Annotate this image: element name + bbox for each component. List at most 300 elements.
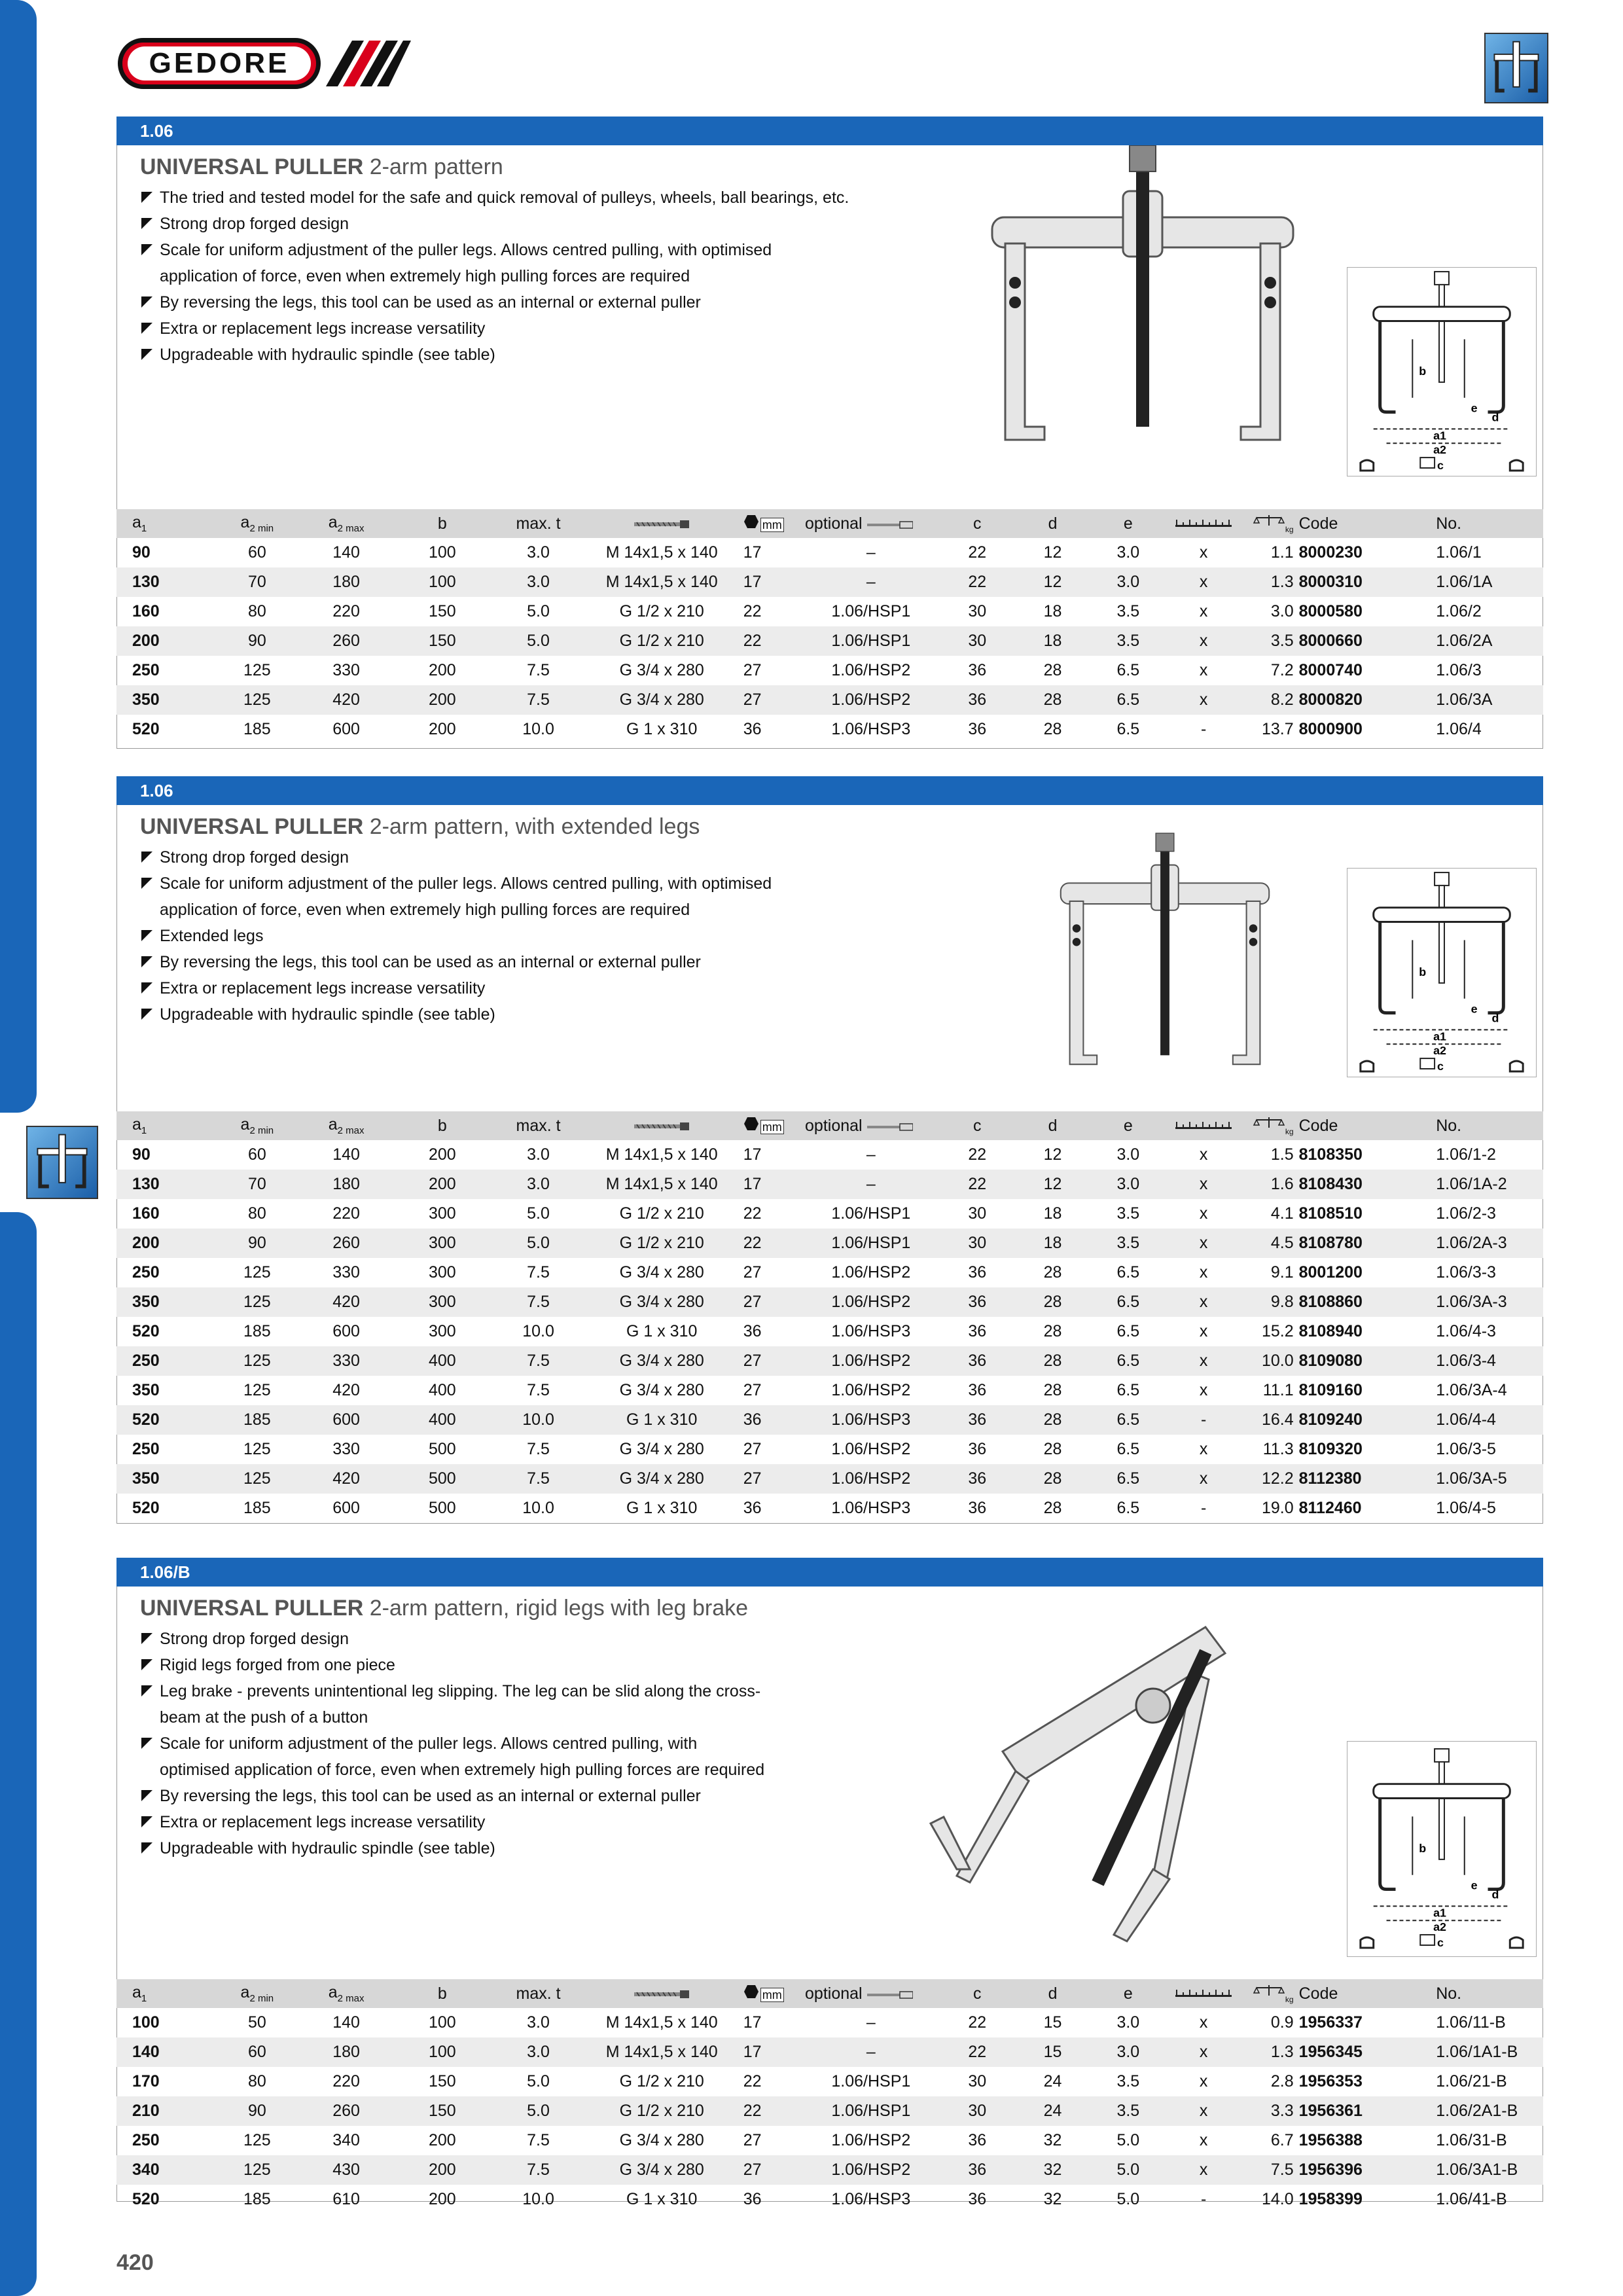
- col-max-t: max. t: [493, 509, 582, 538]
- table-cell: 200: [116, 626, 213, 656]
- table-cell: 180: [302, 1170, 391, 1199]
- table-cell: M 14x1,5 x 140: [583, 1170, 741, 1199]
- table-cell: 330: [332, 1440, 360, 1458]
- table-cell: 8108860: [1296, 1287, 1434, 1317]
- table-cell: 500: [428, 1499, 456, 1517]
- table-row: [116, 2096, 1543, 2126]
- table-cell: 5.0: [493, 1229, 582, 1258]
- feature-item: By reversing the legs, this tool can be used as an internal or external puller: [140, 289, 849, 315]
- table-cell: –: [866, 543, 876, 562]
- dimension-diagram: [1347, 868, 1537, 1077]
- dimension-diagram: [1347, 1741, 1537, 1957]
- feature-item: The tried and tested model for the safe and quick removal of pulleys, wheels, ball bearings, etc.: [140, 185, 849, 211]
- col-b: b: [391, 1111, 493, 1140]
- table-cell: x: [1166, 1464, 1241, 1494]
- col-c: c: [940, 1979, 1015, 2008]
- table-cell: 28: [1015, 1464, 1090, 1494]
- table-cell: 36: [940, 1287, 1015, 1317]
- table-cell: 27: [743, 2131, 762, 2149]
- table-cell: 8001200: [1298, 1263, 1363, 1282]
- table-cell: 200: [428, 661, 456, 679]
- table-cell: 0.9: [1270, 2013, 1294, 2032]
- table-cell: 36: [743, 1499, 762, 1517]
- col-code: Code: [1296, 1979, 1434, 2008]
- table-cell: 12: [1015, 1170, 1090, 1199]
- table-row: [116, 685, 1543, 715]
- table-cell: G 3/4 x 280: [619, 2131, 704, 2149]
- table-cell: 1.06/11-B: [1436, 2013, 1506, 2032]
- table-cell: x: [1166, 1229, 1241, 1258]
- table-cell: 6.5: [1090, 1287, 1166, 1317]
- brand-name: GEDORE: [128, 46, 311, 81]
- table-cell: 36: [743, 1322, 762, 1340]
- table-cell: 260: [302, 1229, 391, 1258]
- table-cell: 4.1: [1270, 1204, 1294, 1223]
- table-cell: 1.06/HSP1: [802, 1229, 940, 1258]
- table-cell: 3.0: [1090, 2037, 1166, 2067]
- table-cell: 200: [116, 1229, 213, 1258]
- table-cell: 5.0: [493, 626, 582, 656]
- diagram-label-a1: a1: [1433, 1030, 1446, 1043]
- section-code-bar: 1.06: [116, 776, 1543, 805]
- table-header-row: [116, 1111, 1543, 1140]
- table-cell: 15: [1015, 2037, 1090, 2067]
- table-cell: 220: [332, 1204, 360, 1223]
- table-cell: 28: [1043, 661, 1062, 679]
- table-cell: 125: [243, 1381, 271, 1399]
- table-cell: 30: [968, 602, 987, 620]
- table-cell: 36: [968, 720, 987, 738]
- table-cell: 260: [302, 2096, 391, 2126]
- table-cell: 3.0: [527, 543, 550, 562]
- table-row: [116, 1317, 1543, 1346]
- section-title: [140, 154, 503, 180]
- table-row: [116, 1346, 1543, 1376]
- table-cell: 100: [132, 2013, 160, 2032]
- table-cell: 150: [428, 2072, 456, 2090]
- table-row: [116, 656, 1543, 685]
- table-cell: 27: [743, 1381, 762, 1399]
- table-cell: x: [1199, 1440, 1208, 1458]
- table-cell: 400: [428, 1381, 456, 1399]
- table-cell: 8112380: [1296, 1464, 1434, 1494]
- table-cell: 3.5: [1116, 1204, 1140, 1223]
- table-cell: -: [1200, 1499, 1207, 1517]
- spec-table: [116, 1111, 1543, 1523]
- table-cell: 3.5: [1090, 1229, 1166, 1258]
- table-cell: 36: [940, 685, 1015, 715]
- table-cell: 90: [213, 2096, 302, 2126]
- table-cell: -: [1166, 1405, 1241, 1435]
- col-d: d: [1015, 1979, 1090, 2008]
- product-photo: [972, 145, 1313, 499]
- table-cell: 160: [132, 1204, 160, 1223]
- diagram-label-a1: a1: [1433, 429, 1446, 442]
- table-cell: 5.0: [493, 2096, 582, 2126]
- table-cell: 140: [332, 543, 360, 562]
- col-a2-min: $a_{2 min}$: [213, 509, 302, 538]
- table-cell: 3.3: [1241, 2096, 1296, 2126]
- table-cell: 1.06/1: [1436, 543, 1482, 562]
- feature-item: Extra or replacement legs increase versatility: [140, 1809, 764, 1835]
- table-cell: 125: [243, 1263, 271, 1282]
- table-cell: 100: [391, 567, 493, 597]
- table-row: [116, 1287, 1543, 1317]
- table-cell: 520: [132, 2190, 160, 2208]
- table-cell: 8000820: [1296, 685, 1434, 715]
- table-cell: 3.0: [1270, 602, 1294, 620]
- table-cell: 28: [1043, 1499, 1062, 1517]
- table-cell: 7.5: [493, 1287, 582, 1317]
- table-cell: x: [1166, 1287, 1241, 1317]
- table-cell: 22: [743, 602, 762, 620]
- diagram-label-b: b: [1419, 965, 1427, 978]
- table-cell: 28: [1015, 685, 1090, 715]
- table-cell: 1.06/3A-4: [1436, 1381, 1507, 1399]
- table-cell: 1.1: [1270, 543, 1294, 562]
- table-cell: –: [802, 1170, 940, 1199]
- feature-item: Extra or replacement legs increase versatility: [140, 975, 772, 1001]
- table-cell: 27: [741, 1464, 802, 1494]
- table-cell: 8109320: [1298, 1440, 1363, 1458]
- table-cell: 1.06/2A: [1433, 626, 1543, 656]
- feature-item: Leg brake - prevents unintentional leg slipping. The leg can be slid along the cross-: [140, 1678, 764, 1704]
- table-cell: 125: [213, 685, 302, 715]
- diagram-label-d: d: [1491, 1011, 1499, 1025]
- table-cell: 520: [132, 1322, 160, 1340]
- section-code-bar: 1.06: [116, 117, 1543, 145]
- table-cell: 200: [391, 685, 493, 715]
- table-cell: G 1 x 310: [583, 1405, 741, 1435]
- table-cell: 3.0: [493, 2037, 582, 2067]
- table-cell: 28: [1015, 1346, 1090, 1376]
- table-cell: 28: [1015, 1287, 1090, 1317]
- table-cell: 125: [213, 1346, 302, 1376]
- table-row: [116, 715, 1543, 744]
- table-cell: 400: [391, 1346, 493, 1376]
- col-a2-max: $a_{2 max}$: [302, 1979, 391, 2008]
- table-cell: 8000660: [1296, 626, 1434, 656]
- table-row: [116, 1405, 1543, 1435]
- table-cell: 1.6: [1241, 1170, 1296, 1199]
- table-cell: 1.5: [1270, 1145, 1294, 1164]
- diagram-label-c: c: [1437, 1935, 1444, 1949]
- puller-icon: [1484, 33, 1548, 103]
- table-cell: 1.06/HSP2: [831, 1381, 911, 1399]
- table-cell: 22: [940, 1170, 1015, 1199]
- table-cell: 1.06/3A: [1433, 685, 1543, 715]
- table-cell: 10.0: [493, 1405, 582, 1435]
- table-cell: 1.06/HSP3: [831, 1499, 911, 1517]
- table-cell: 1.3: [1241, 2037, 1296, 2067]
- table-cell: 350: [116, 1287, 213, 1317]
- table-cell: 27: [741, 685, 802, 715]
- feature-item: Scale for uniform adjustment of the puller legs. Allows centred pulling, with optimised: [140, 870, 772, 897]
- table-cell: 125: [243, 661, 271, 679]
- col-max-t: max. t: [493, 1111, 582, 1140]
- table-cell: x: [1166, 2155, 1241, 2185]
- table-cell: 125: [213, 1464, 302, 1494]
- table-cell: 1956345: [1296, 2037, 1434, 2067]
- table-cell: 18: [1043, 1204, 1062, 1223]
- table-cell: 36: [940, 1464, 1015, 1494]
- table-cell: 140: [116, 2037, 213, 2067]
- table-cell: 610: [332, 2190, 360, 2208]
- table-cell: 185: [243, 1499, 271, 1517]
- table-cell: 27: [741, 1287, 802, 1317]
- table-cell: 24: [1015, 2096, 1090, 2126]
- side-tab-bottom: [0, 1212, 37, 2296]
- col-a2-min: $a_{2 min}$: [213, 1979, 302, 2008]
- table-cell: x: [1199, 661, 1208, 679]
- table-cell: 60: [247, 543, 266, 562]
- table-cell: G 1/2 x 210: [583, 2096, 741, 2126]
- table-cell: 5.0: [527, 602, 550, 620]
- table-row: [116, 1376, 1543, 1405]
- table-cell: 19.0: [1261, 1499, 1294, 1517]
- table-row: [116, 1229, 1543, 1258]
- table-cell: G 3/4 x 280: [583, 1346, 741, 1376]
- table-cell: 8109160: [1298, 1381, 1363, 1399]
- table-row: [116, 1464, 1543, 1494]
- side-tab-top: [0, 0, 37, 1113]
- table-cell: 300: [391, 1287, 493, 1317]
- table-row: [116, 2185, 1543, 2214]
- table-cell: M 14x1,5 x 140: [605, 1145, 718, 1164]
- table-cell: –: [802, 2037, 940, 2067]
- table-cell: 1.06/2A1-B: [1433, 2096, 1543, 2126]
- table-cell: 125: [213, 1287, 302, 1317]
- table-cell: 250: [116, 1346, 213, 1376]
- title-bold: UNIVERSAL PULLER: [140, 814, 364, 839]
- table-cell: x: [1166, 685, 1241, 715]
- table-cell: x: [1199, 2072, 1208, 2090]
- weight-icon: kg: [1241, 509, 1296, 538]
- table-cell: 70: [213, 1170, 302, 1199]
- table-cell: 28: [1043, 720, 1062, 738]
- diagram-label-e: e: [1471, 1002, 1478, 1016]
- table-cell: M 14x1,5 x 140: [605, 2013, 718, 2032]
- table-cell: 1.06/HSP3: [831, 2190, 911, 2208]
- table-cell: 12: [1043, 1145, 1062, 1164]
- scale-ruler-icon: [1166, 1111, 1241, 1140]
- table-cell: 2.8: [1270, 2072, 1294, 2090]
- feature-item: Scale for uniform adjustment of the puller legs. Allows centred pulling, with optimised: [140, 237, 849, 263]
- table-cell: 60: [247, 1145, 266, 1164]
- table-cell: 3.0: [1116, 2013, 1140, 2032]
- feature-list: [140, 844, 772, 1028]
- table-cell: 7.5: [527, 1381, 550, 1399]
- spindle-icon: [583, 509, 741, 538]
- table-cell: 4.5: [1241, 1229, 1296, 1258]
- section-title: [140, 1596, 748, 1621]
- table-cell: 3.0: [493, 1170, 582, 1199]
- diagonal-stripes-icon: [326, 41, 411, 86]
- table-cell: 3.5: [1090, 626, 1166, 656]
- table-cell: 1956353: [1298, 2072, 1363, 2090]
- table-cell: 180: [302, 2037, 391, 2067]
- table-cell: M 14x1,5 x 140: [583, 567, 741, 597]
- table-cell: 12: [1043, 543, 1062, 562]
- table-cell: 3.0: [527, 1145, 550, 1164]
- feature-item: beam at the push of a button: [160, 1708, 368, 1727]
- table-cell: 1.06/HSP2: [831, 1440, 911, 1458]
- table-cell: 10.0: [522, 1322, 554, 1340]
- feature-list: [140, 1626, 764, 1861]
- table-cell: 80: [247, 602, 266, 620]
- table-cell: 250: [132, 661, 160, 679]
- table-cell: 220: [332, 2072, 360, 2090]
- col-a2-max: $a_{2 max}$: [302, 1111, 391, 1140]
- table-cell: 150: [391, 626, 493, 656]
- table-row: [116, 2067, 1543, 2096]
- table-cell: 170: [132, 2072, 160, 2090]
- table-cell: 17: [741, 2037, 802, 2067]
- table-cell: 420: [302, 1464, 391, 1494]
- table-cell: 10.0: [1241, 1346, 1296, 1376]
- table-cell: 8108510: [1298, 1204, 1363, 1223]
- table-cell: 600: [302, 1405, 391, 1435]
- table-cell: 36: [741, 1405, 802, 1435]
- title-bold: UNIVERSAL PULLER: [140, 154, 364, 179]
- table-cell: 9.1: [1270, 1263, 1294, 1282]
- table-cell: 1.06/4-3: [1436, 1322, 1496, 1340]
- table-cell: G 1 x 310: [626, 1499, 698, 1517]
- table-cell: G 3/4 x 280: [619, 1381, 704, 1399]
- table-cell: 1.06/HSP3: [831, 1322, 911, 1340]
- table-row: [116, 597, 1543, 626]
- table-cell: 28: [1043, 1440, 1062, 1458]
- table-cell: 22: [940, 2037, 1015, 2067]
- table-cell: 28: [1043, 1263, 1062, 1282]
- table-cell: 1.06/2A-3: [1433, 1229, 1543, 1258]
- table-cell: 12: [1015, 567, 1090, 597]
- feature-item: application of force, even when extremely high pulling forces are required: [160, 267, 690, 285]
- table-cell: 22: [968, 1145, 987, 1164]
- table-cell: 200: [428, 720, 456, 738]
- feature-item: Strong drop forged design: [140, 211, 849, 237]
- table-cell: 150: [428, 602, 456, 620]
- table-cell: 7.5: [493, 1346, 582, 1376]
- table-cell: 17: [743, 1145, 762, 1164]
- table-cell: 125: [243, 2131, 271, 2149]
- page-number: 420: [116, 2250, 154, 2275]
- table-cell: 22: [741, 1229, 802, 1258]
- table-cell: 22: [940, 567, 1015, 597]
- table-cell: 600: [332, 1322, 360, 1340]
- table-cell: 8000580: [1298, 602, 1363, 620]
- table-cell: 1.06/3A1-B: [1433, 2155, 1543, 2185]
- col-b: b: [391, 1979, 493, 2008]
- table-cell: 90: [213, 1229, 302, 1258]
- table-cell: 5.0: [527, 2072, 550, 2090]
- feature-item: Upgradeable with hydraulic spindle (see table): [140, 1835, 764, 1861]
- table-cell: G 1 x 310: [626, 720, 698, 738]
- table-cell: 28: [1015, 1405, 1090, 1435]
- table-cell: 1.06/3-3: [1436, 1263, 1496, 1282]
- table-cell: G 1/2 x 210: [619, 2072, 704, 2090]
- table-cell: 1.06/HSP2: [831, 1263, 911, 1282]
- table-cell: G 3/4 x 280: [583, 685, 741, 715]
- table-cell: -: [1200, 720, 1207, 738]
- table-cell: 8108780: [1296, 1229, 1434, 1258]
- col-b: b: [391, 509, 493, 538]
- table-cell: G 1/2 x 210: [619, 1204, 704, 1223]
- table-cell: 6.5: [1090, 1346, 1166, 1376]
- table-cell: 1.06/21-B: [1436, 2072, 1507, 2090]
- table-cell: 1.06/3-5: [1436, 1440, 1496, 1458]
- table-cell: 330: [332, 661, 360, 679]
- table-cell: 3.5: [1090, 2096, 1166, 2126]
- diagram-label-a1: a1: [1433, 1906, 1446, 1920]
- scale-ruler-icon: [1166, 1979, 1241, 2008]
- table-cell: 1.06/HSP2: [802, 1287, 940, 1317]
- table-row: [116, 2126, 1543, 2155]
- table-cell: 1.06/1A-2: [1433, 1170, 1543, 1199]
- table-cell: 80: [247, 1204, 266, 1223]
- table-header-row: [116, 1979, 1543, 2008]
- diagram-label-a2: a2: [1433, 443, 1446, 457]
- table-cell: 36: [968, 2190, 987, 2208]
- table-cell: 300: [428, 1322, 456, 1340]
- table-cell: 7.5: [493, 685, 582, 715]
- table-cell: 8000310: [1296, 567, 1434, 597]
- table-cell: x: [1199, 1204, 1208, 1223]
- table-cell: 36: [968, 661, 987, 679]
- table-cell: 1.06/HSP2: [802, 685, 940, 715]
- table-cell: 5.0: [527, 1204, 550, 1223]
- table-cell: 27: [741, 1346, 802, 1376]
- table-cell: 1.06/3: [1436, 661, 1482, 679]
- scale-ruler-icon: [1166, 509, 1241, 538]
- table-cell: 185: [213, 1405, 302, 1435]
- col-c: c: [940, 1111, 1015, 1140]
- weight-icon: kg: [1241, 1979, 1296, 2008]
- col-optional: optional: [802, 1979, 940, 2008]
- table-cell: 30: [940, 626, 1015, 656]
- table-cell: 8108940: [1298, 1322, 1363, 1340]
- table-cell: 1.06/HSP2: [802, 2155, 940, 2185]
- table-cell: 3.5: [1241, 626, 1296, 656]
- table-cell: 7.5: [493, 1464, 582, 1494]
- table-cell: 16.4: [1241, 1405, 1296, 1435]
- table-cell: 36: [940, 1405, 1015, 1435]
- spindle-icon: [583, 1111, 741, 1140]
- table-cell: –: [866, 1145, 876, 1164]
- table-cell: 7.5: [527, 1440, 550, 1458]
- table-cell: 1.06/1-2: [1436, 1145, 1496, 1164]
- table-cell: 1.06/4-5: [1436, 1499, 1496, 1517]
- table-cell: 125: [213, 2155, 302, 2185]
- table-cell: 1.06/HSP3: [802, 1405, 940, 1435]
- table-cell: x: [1199, 2013, 1208, 2032]
- table-cell: 18: [1015, 626, 1090, 656]
- feature-list: [140, 185, 849, 368]
- table-row: [116, 2155, 1543, 2185]
- table-cell: 30: [968, 2072, 987, 2090]
- table-cell: 36: [968, 1381, 987, 1399]
- table-row: [116, 1258, 1543, 1287]
- table-cell: 70: [213, 567, 302, 597]
- table-cell: 6.5: [1116, 1263, 1140, 1282]
- feature-item: Rigid legs forged from one piece: [140, 1652, 764, 1678]
- feature-item: Upgradeable with hydraulic spindle (see table): [140, 342, 849, 368]
- diagram-label-a2: a2: [1433, 1044, 1446, 1058]
- table-cell: 1.06/HSP1: [802, 2096, 940, 2126]
- diagram-label-e: e: [1471, 1878, 1478, 1892]
- product-photo: [918, 1601, 1310, 1967]
- table-cell: 6.5: [1090, 685, 1166, 715]
